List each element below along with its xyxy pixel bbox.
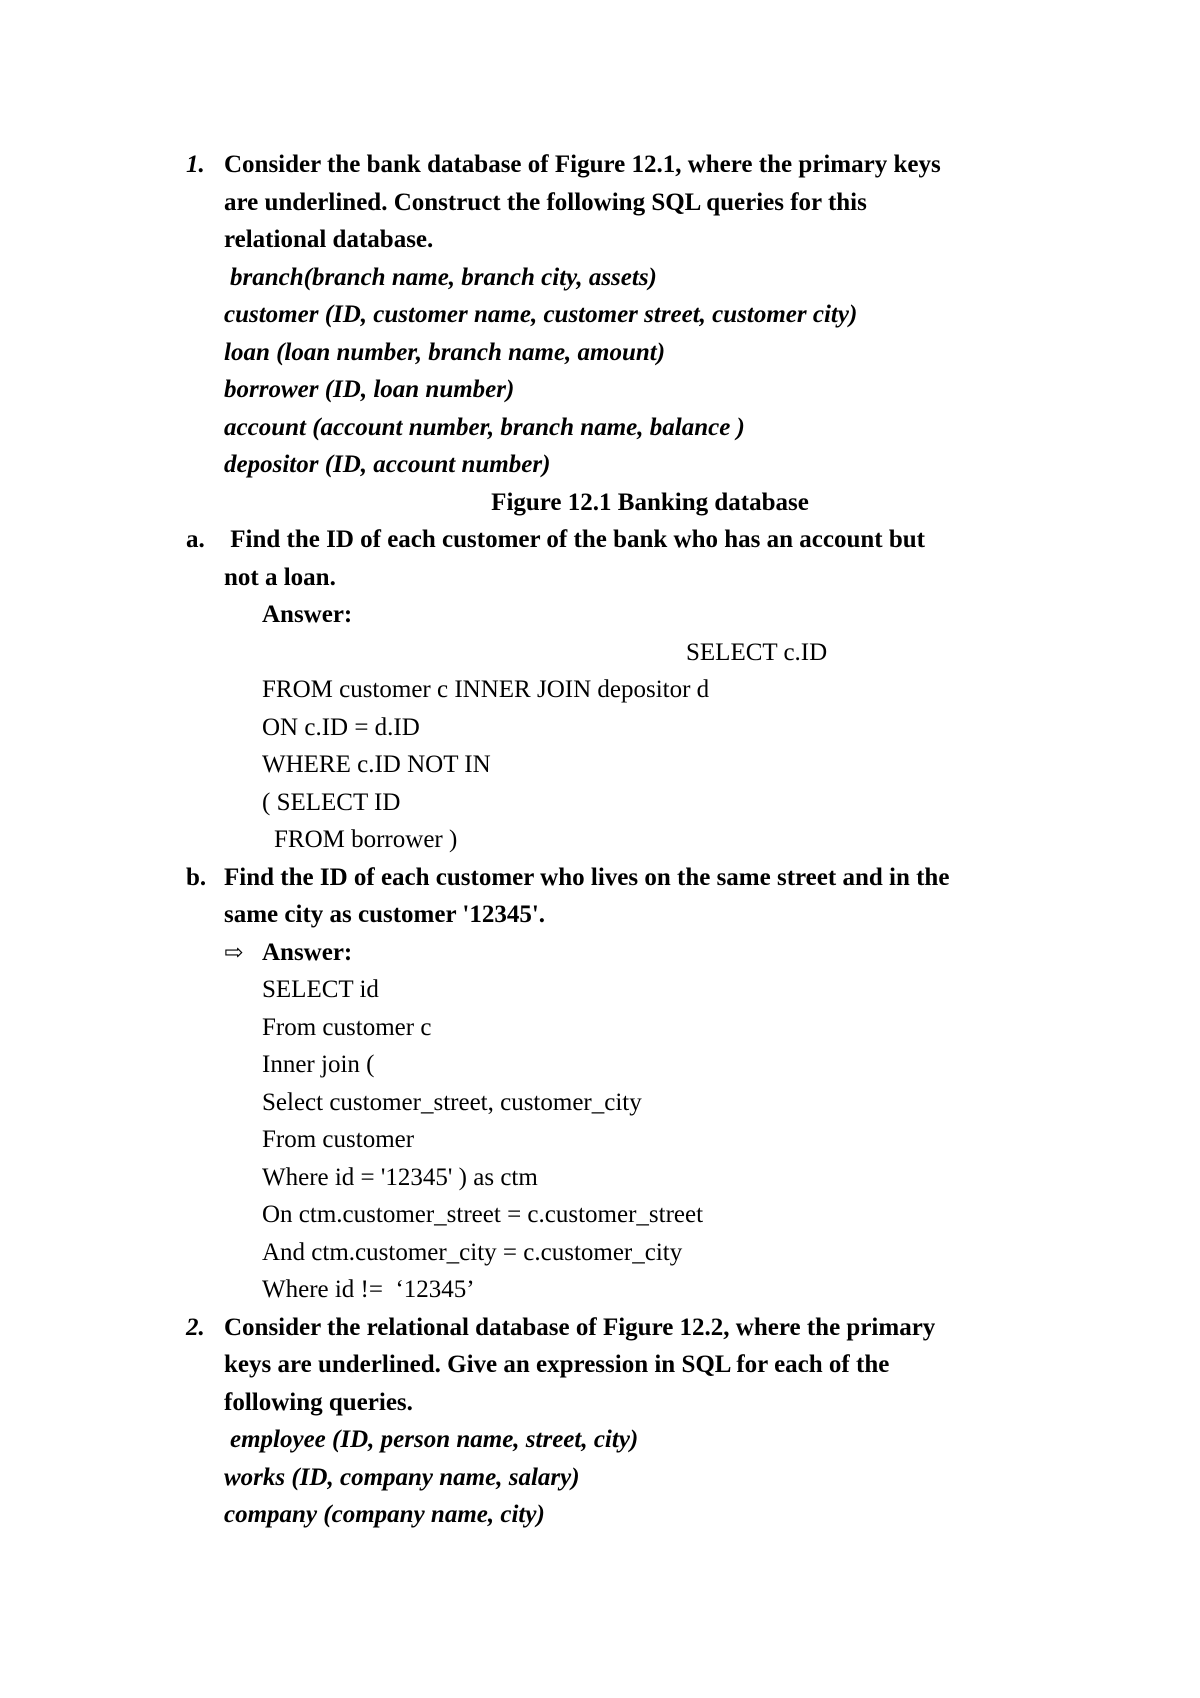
part-b-code: Where id = '12345' ) as ctm	[262, 1163, 538, 1191]
part-a-question-line: not a loan.	[224, 563, 336, 591]
figure-caption: Figure 12.1 Banking database	[491, 488, 809, 516]
schema-borrower: borrower (ID, loan number)	[224, 376, 515, 403]
q1-line-3	[0, 221, 1200, 259]
part-a-question-line: Find the ID of each customer of the bank who has an account but	[224, 526, 925, 553]
schema-loan: loan (loan number, branch name, amount)	[224, 338, 666, 366]
schema-depositor: depositor (ID, account number)	[224, 451, 551, 478]
part-a-code: FROM borrower )	[274, 826, 458, 853]
q1-intro-line: Consider the bank database of Figure 12.1, where the primary keys	[224, 151, 941, 178]
part-a-code-line	[0, 709, 1200, 747]
schema-branch: branch(branch name, branch city, assets)	[230, 263, 657, 291]
schema-account: account (account number, branch name, balance )	[224, 413, 745, 441]
q2-line-3	[0, 1384, 1200, 1422]
part-b-code-line	[0, 1159, 1200, 1197]
part-b-code: Select customer_street, customer_city	[262, 1088, 642, 1116]
q1-intro-line: relational database.	[224, 226, 434, 253]
part-b-question-line: same city as customer '12345'.	[224, 901, 546, 928]
part-a-code-line	[0, 634, 1200, 672]
q2-intro-line: keys are underlined. Give an expression in SQL for each of the	[224, 1351, 890, 1378]
part-a-code: ON c.ID = d.ID	[262, 713, 420, 741]
part-a-code-line	[0, 671, 1200, 709]
part-b-question-line: Find the ID of each customer who lives on the same street and in the	[224, 863, 950, 891]
part-a-code-select: SELECT c.ID	[686, 638, 828, 666]
part-a-code: WHERE c.ID NOT IN	[262, 751, 491, 778]
part-a-code-line	[0, 746, 1200, 784]
q1-line-2	[0, 184, 1200, 222]
q2-line-1	[0, 1309, 1200, 1347]
part-b-answer-label: Answer:	[262, 938, 353, 966]
q2-line-2	[0, 1346, 1200, 1384]
part-b-code-line	[0, 1009, 1200, 1047]
part-b-code-line	[0, 1271, 1200, 1309]
part-a-answer-label: Answer:	[262, 601, 353, 628]
q1-line-1	[0, 146, 1200, 184]
part-b-code-line	[0, 1046, 1200, 1084]
q1-schema-line	[0, 409, 1200, 447]
q1-intro-line: are underlined. Construct the following SQL queries for this	[224, 188, 867, 216]
part-a-code-line	[0, 821, 1200, 859]
schema-customer: customer (ID, customer name, customer street, customer city)	[224, 301, 858, 328]
part-b-line-1	[0, 859, 1200, 897]
q2-schema-line	[0, 1421, 1200, 1459]
part-b-code: On ctm.customer_street = c.customer_street	[262, 1201, 704, 1228]
q1-schema-line	[0, 296, 1200, 334]
q1-number: 1.	[186, 151, 205, 178]
q2-number: 2.	[186, 1313, 205, 1341]
schema-employee: employee (ID, person name, street, city)	[230, 1426, 639, 1453]
q2-schema-line	[0, 1459, 1200, 1497]
figure-caption-line	[0, 484, 1200, 522]
q2-intro-line: following queries.	[224, 1388, 413, 1416]
part-a-code: ( SELECT ID	[262, 788, 401, 816]
schema-company: company (company name, city)	[224, 1501, 545, 1528]
part-a-code-line	[0, 784, 1200, 822]
part-b-label: b.	[186, 863, 207, 891]
arrow-right-icon: ⇨	[224, 939, 244, 965]
part-b-code-line	[0, 1121, 1200, 1159]
document-content	[0, 146, 1200, 1534]
part-b-code: SELECT id	[262, 976, 379, 1003]
part-b-code: From customer	[262, 1126, 415, 1153]
q1-schema-line	[0, 371, 1200, 409]
part-b-code: Where id != ‘12345’	[262, 1276, 475, 1303]
part-a-line-1	[0, 521, 1200, 559]
part-a-code: FROM customer c INNER JOIN depositor d	[262, 676, 710, 703]
q1-schema-line	[0, 446, 1200, 484]
part-b-code: Inner join (	[262, 1051, 375, 1078]
part-b-code: From customer c	[262, 1013, 432, 1041]
part-b-code-line	[0, 1196, 1200, 1234]
q1-schema-line	[0, 259, 1200, 297]
part-b-answer-line	[0, 934, 1200, 972]
part-a-answer-line	[0, 596, 1200, 634]
q1-schema-line	[0, 334, 1200, 372]
part-b-code-line	[0, 1234, 1200, 1272]
part-a-line-2	[0, 559, 1200, 597]
q2-intro-line: Consider the relational database of Figure 12.2, where the primary	[224, 1313, 936, 1341]
q2-schema-line	[0, 1496, 1200, 1534]
schema-works: works (ID, company name, salary)	[224, 1463, 580, 1491]
part-b-code-line	[0, 1084, 1200, 1122]
part-b-line-2	[0, 896, 1200, 934]
part-b-code: And ctm.customer_city = c.customer_city	[262, 1238, 683, 1266]
part-a-label: a.	[186, 526, 205, 553]
part-b-code-line	[0, 971, 1200, 1009]
